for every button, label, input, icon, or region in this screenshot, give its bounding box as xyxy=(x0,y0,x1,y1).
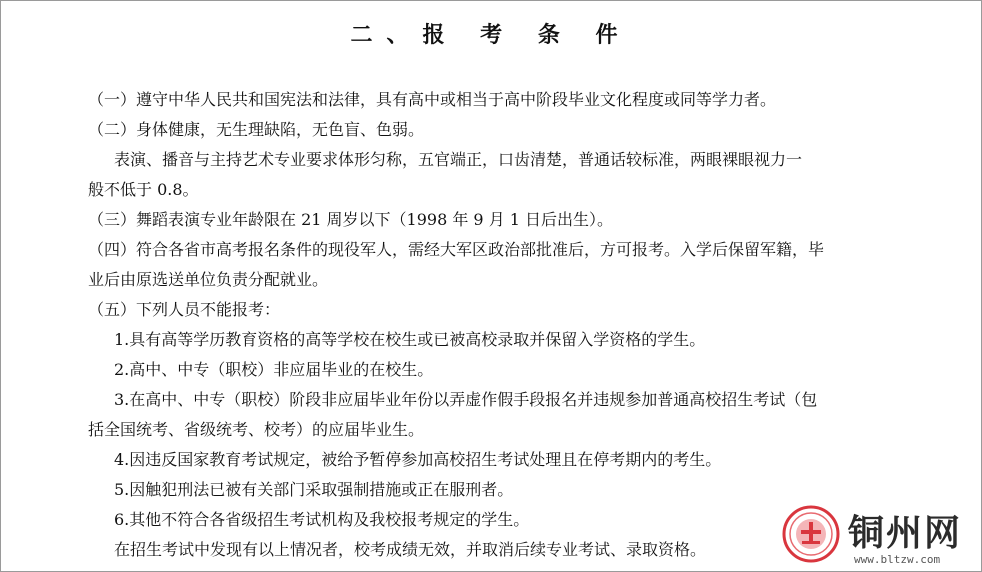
site-watermark xyxy=(782,505,977,569)
condition-3: （三）舞蹈表演专业年龄限在 21 周岁以下（1998 年 9 月 1 日后出生）。 xyxy=(88,210,614,229)
exclusion-6: 6.其他不符合各省级招生考试机构及我校报考规定的学生。 xyxy=(114,510,530,529)
condition-2-detail: 表演、播音与主持艺术专业要求体形匀称，五官端正，口齿清楚，普通话较标准，两眼裸眼视力一 xyxy=(114,150,803,169)
condition-4-cont: 业后由原选送单位负责分配就业。 xyxy=(88,270,329,289)
watermark-site-name: 铜州网 xyxy=(848,513,963,554)
red-circular-emblem-icon xyxy=(782,505,840,563)
exclusion-1: 1.具有高等学历教育资格的高等学校在校生或已被高校录取并保留入学资格的学生。 xyxy=(114,330,706,349)
condition-5: （五）下列人员不能报考： xyxy=(88,300,281,319)
exclusion-5: 5.因触犯刑法已被有关部门采取强制措施或正在服刑者。 xyxy=(114,480,514,499)
exclusion-3: 3.在高中、中专（职校）阶段非应届毕业年份以弄虚作假手段报名并违规参加普通高校招生考试（包 xyxy=(114,390,818,409)
condition-1: （一）遵守中华人民共和国宪法和法律，具有高中或相当于高中阶段毕业文化程度或同等学力者。 xyxy=(88,90,777,109)
exclusion-2: 2.高中、中专（职校）非应届毕业的在校生。 xyxy=(114,360,434,379)
condition-2-detail-cont: 般不低于 0.8。 xyxy=(88,180,199,199)
condition-2: （二）身体健康，无生理缺陷，无色盲、色弱。 xyxy=(88,120,425,139)
condition-4: （四）符合各省市高考报名条件的现役军人，需经大军区政治部批准后，方可报考。入学后保留军籍，毕 xyxy=(88,240,825,259)
exclusion-4: 4.因违反国家教育考试规定，被给予暂停参加高校招生考试处理且在停考期内的考生。 xyxy=(114,450,722,469)
watermark-url: www.bltzw.com xyxy=(854,553,941,566)
section-title: 二、报 考 条 件 xyxy=(350,22,632,48)
closing-note: 在招生考试中发现有以上情况者，校考成绩无效，并取消后续专业考试、录取资格。 xyxy=(114,540,707,559)
exclusion-3-cont: 括全国统考、省级统考、校考）的应届毕业生。 xyxy=(88,420,425,439)
